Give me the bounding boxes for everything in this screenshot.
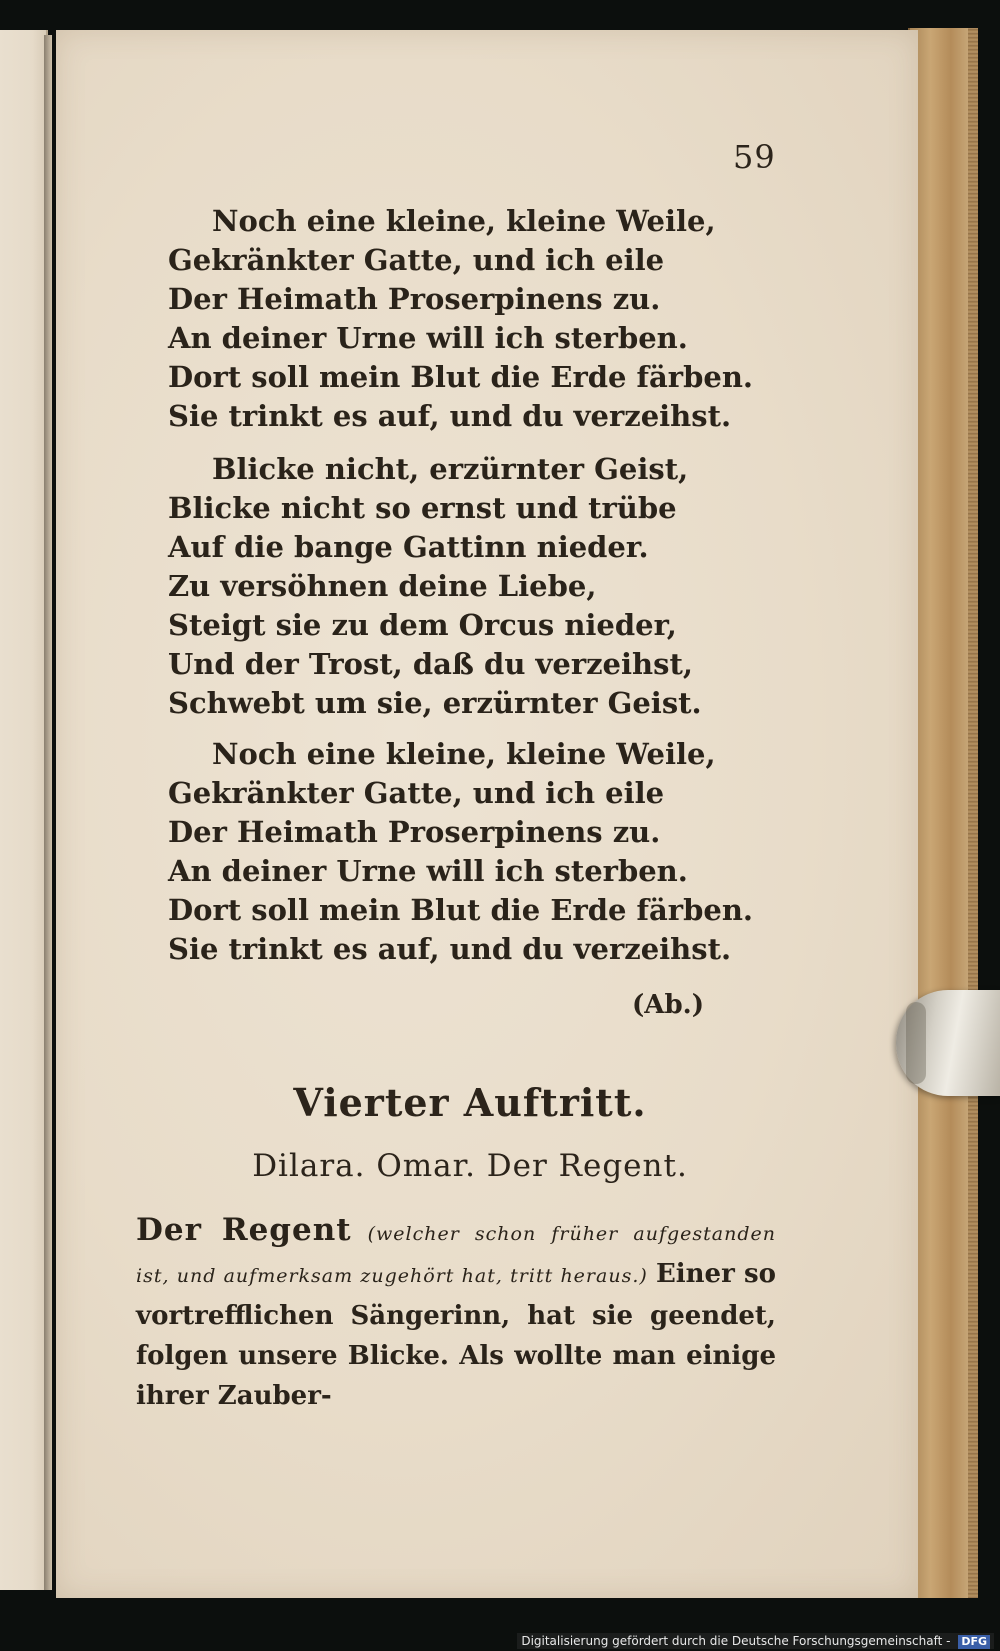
- verse-line: Der Heimath Proserpinens zu.: [168, 282, 661, 316]
- stanza-3: [168, 735, 788, 969]
- verse-line: Auf die bange Gattinn nieder.: [168, 530, 649, 564]
- verse-line: Dort soll mein Blut die Erde färben.: [168, 360, 753, 394]
- digitization-footer: [517, 1633, 994, 1649]
- stage-direction: (welcher schon früher aufgestanden ist, und aufmerksam zugehört hat, tritt heraus.): [136, 1223, 776, 1287]
- exit-stage-direction: (Ab.): [632, 990, 705, 1020]
- page-number: 59: [733, 138, 776, 176]
- verse-line: Sie trinkt es auf, und du verzeihst.: [168, 932, 732, 966]
- verse-line: Gekränkter Gatte, und ich eile: [168, 243, 665, 277]
- stanza-2: [168, 450, 788, 723]
- speech-text: Einer so vortrefflichen Sängerinn, hat sie geendet, folgen unsere Blicke. Als wollte man einige ihrer Zauber-: [136, 1259, 777, 1411]
- page-edges: [908, 28, 978, 1598]
- verse-line: Sie trinkt es auf, und du verzeihst.: [168, 399, 732, 433]
- book-gutter: [44, 35, 52, 1590]
- dfg-logo: DFG: [958, 1635, 990, 1649]
- verse-line: Und der Trost, daß du verzeihst,: [168, 647, 693, 681]
- verse-line: An deiner Urne will ich sterben.: [168, 854, 688, 888]
- left-page-fragment: [0, 30, 48, 1590]
- verse-line: Gekränkter Gatte, und ich eile: [168, 776, 665, 810]
- verse-line: Steigt sie zu dem Orcus nieder,: [168, 608, 677, 642]
- dialogue-paragraph: [136, 1210, 776, 1416]
- page-clip: [896, 990, 1000, 1096]
- scene-title: Vierter Auftritt.: [293, 1080, 647, 1125]
- verse-line: Blicke nicht so ernst und trübe: [168, 491, 677, 525]
- verse-line: Noch eine kleine, kleine Weile,: [212, 204, 716, 238]
- verse-line: Blicke nicht, erzürnter Geist,: [212, 452, 689, 486]
- scene-characters: Dilara. Omar. Der Regent.: [252, 1148, 688, 1184]
- verse-line: Schwebt um sie, erzürnter Geist.: [168, 686, 702, 720]
- speaker-name: Der Regent: [136, 1212, 352, 1248]
- verse-line: An deiner Urne will ich sterben.: [168, 321, 688, 355]
- verse-line: Noch eine kleine, kleine Weile,: [212, 737, 716, 771]
- footer-credit: Digitalisierung gefördert durch die Deutsche Forschungsgemeinschaft -: [521, 1634, 951, 1648]
- verse-line: Zu versöhnen deine Liebe,: [168, 569, 597, 603]
- stanza-1: [168, 202, 788, 436]
- verse-line: Der Heimath Proserpinens zu.: [168, 815, 661, 849]
- verse-line: Dort soll mein Blut die Erde färben.: [168, 893, 753, 927]
